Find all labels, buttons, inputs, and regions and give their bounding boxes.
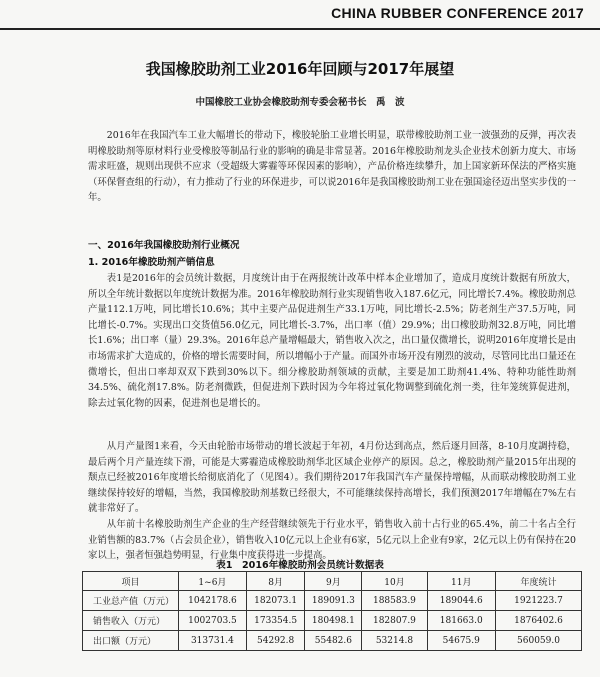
table-cell: 53214.8	[362, 631, 427, 651]
section-heading: 一、2016年我国橡胶助剂行业概况	[88, 240, 240, 251]
table-cell: 55482.6	[305, 631, 362, 651]
table-header-cell: 1~6月	[179, 572, 247, 591]
body-block-2	[88, 439, 576, 564]
running-header	[0, 0, 600, 30]
table-cell: 182073.1	[246, 591, 305, 611]
row-label: 出口额（万元）	[83, 631, 179, 651]
table-header-cell: 9月	[305, 572, 362, 591]
table-cell: 313731.4	[179, 631, 247, 651]
table-cell: 189044.6	[427, 591, 495, 611]
body-paragraph-3: 从年前十名橡胶助剂生产企业的生产经营继续领先于行业水平，销售收入前十占行业的65.4%，前二十名占全行业销售额的83.7%（占会员企业），销售收入10亿元以上企业有6家，5亿元以上企业有9家，2亿元以上仍有保持在20家以上，强者恒强趋势明显，行业集中度获得进一步提高。	[88, 518, 576, 562]
table-cell: 173354.5	[246, 611, 305, 631]
table-cell: 188583.9	[362, 591, 427, 611]
table-cell: 182807.9	[362, 611, 427, 631]
table-cell: 1042178.6	[179, 591, 247, 611]
body-paragraph-2: 从月产量图1来看，今天由轮胎市场带动的增长波起于年初，4月份达到高点，然后逐月回落，8-10月度調持稳，最后两个月产量连续下滑，可能是大雾霾造成橡胶助剂华北区域企业停产的原因。总之，橡胶助剂产量2015年出现的颓点已经被2016年度增长给彻底消化了（见图4）。我们期待2017年我国汽车产量保持增幅，从而联动橡胶助剂工业继续保持较好的增幅，当然，我国橡胶助剂基数已经很大，不可能继续保持高增长，我们预测2017年增幅在7%左右就非常好了。	[88, 441, 576, 515]
table-cell: 54675.9	[427, 631, 495, 651]
row-label: 销售收入（万元）	[83, 611, 179, 631]
table-cell: 181663.0	[427, 611, 495, 631]
running-header-title: CHINA RUBBER CONFERENCE 2017	[331, 5, 584, 21]
table-cell: 1002703.5	[179, 611, 247, 631]
table-cell: 54292.8	[246, 631, 305, 651]
table-header-row	[83, 572, 582, 591]
author-line: 中国橡胶工业协会橡胶助剂专委会秘书长 禹 波	[195, 97, 405, 108]
table-row	[83, 611, 582, 631]
subsection-heading: 1. 2016年橡胶助剂产销信息	[88, 257, 215, 268]
body-paragraph-1: 表1是2016年的会员统计数据，月度统计由于在两报统计改革中样本企业增加了，造成月度统计数据有所放大，所以全年统计数据以年度统计数据为准。2016年橡胶助剂行业实现销售收入187.6亿元，同比增长7.4%。橡胶助剂总产量112.1万吨，同比增长10.6%；其中主要产品促进剂生产33.1万吨，同比增长-2.5%；防老剂生产37.5万吨，同比增长-0.7%。实现出口交货值56.0亿元，同比增长-3.7%，出口率（值）29.9%；出口橡胶助剂32.8万吨，同比增长1.6%；出口率（量）29.3%。2016年总产量增幅最大，销售收入次之，出口量仅微增长，说明2016年度增长是由市场需求扩大造成的，价格的增长需要时间，所以增幅小于产量。而国外市场开没有刚烈的波动，尽管同比出口量还在微增长，但出口率却双双下跌到30%以下。细分橡胶助剂领域的贡献，主要是加工助剂41.4%、特种功能性助剂34.5%、硫化剂17.8%。防老剂微跌，但促进剂下跌时因为今年将过氧化物调整到硫化剂一类，往年笼统算促进剂，除去过氧化物的因素，促进剂也是增长的。	[88, 273, 576, 409]
table-cell: 1876402.6	[496, 611, 582, 631]
table-caption: 表1 2016年橡胶助剂会员统计数据表	[216, 560, 384, 571]
table-header-cell: 8月	[246, 572, 305, 591]
row-label: 工业总产值（万元）	[83, 591, 179, 611]
table-row	[83, 631, 582, 651]
table-cell: 560059.0	[496, 631, 582, 651]
table-cell: 180498.1	[305, 611, 362, 631]
table-header-cell: 年度统计	[496, 572, 582, 591]
stats-table	[82, 571, 582, 651]
body-block	[88, 271, 576, 411]
article-title: 我国橡胶助剂工业2016年回顾与2017年展望	[145, 60, 455, 78]
table-cell: 189091.3	[305, 591, 362, 611]
table-header-cell: 项目	[83, 572, 179, 591]
table-header-cell: 10月	[362, 572, 427, 591]
table-row	[83, 591, 582, 611]
table-header-cell: 11月	[427, 572, 495, 591]
table-cell: 1921223.7	[496, 591, 582, 611]
intro-paragraph: 2016年在我国汽车工业大幅增长的带动下，橡胶轮胎工业增长明显，联带橡胶助剂工业一波强劲的反弹，再次表明橡胶助剂等原材料行业受橡胶等制品行业的影响的确是非常显著。2016年橡胶助剂龙头企业技术创新力度大、市场需求旺盛，规则出现供不应求（受超级大雾霾等环保因素的影响），产品价格连续攀升，加上国家新环保法的严格实施（环保督查组的行动），有力推动了行业的环保进步，可以说2016年是我国橡胶助剂工业在强国途径迈出坚实步伐的一年。	[88, 130, 576, 204]
